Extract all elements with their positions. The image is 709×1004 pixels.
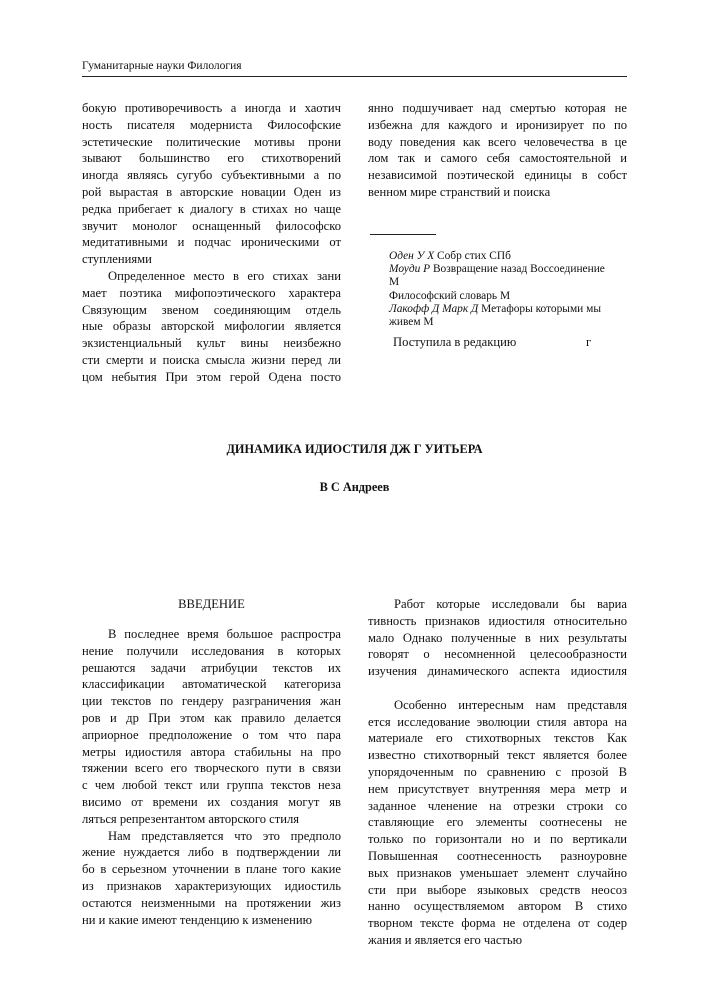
text-line: висимо от времени их создания могут яв xyxy=(82,794,341,809)
text-line: Нам представляется что это предполо xyxy=(108,828,341,843)
text-line: тяжении всего его творческого пути в связи xyxy=(82,761,341,776)
running-header: Гуманитарные науки Филология xyxy=(82,60,242,72)
text-line: редка прибегает к диалогу в стихах но чаще xyxy=(82,201,341,216)
text-line: только по горизонтали но и по вертикали xyxy=(368,832,627,847)
text-line: заданное членение на отрезки строки со xyxy=(368,798,627,813)
text-line: ставляющие его элементы соотнесены не xyxy=(368,815,627,830)
text-line: ется исследование эволюции стиля автора на xyxy=(368,714,627,729)
footnote-author: Моуди Р xyxy=(389,263,431,276)
text-column-bottom-left xyxy=(82,626,341,928)
text-line: зывают большинство его стихотворений xyxy=(82,151,341,166)
text-column-top-left xyxy=(82,100,341,386)
text-line: нанно осуществляемом автором В стихо xyxy=(368,899,627,914)
text-line: звучит монолог оснащенный философско xyxy=(82,218,341,233)
text-line: остаются неизменными на протяжении жиз xyxy=(82,895,341,910)
footnote-author: Лакофф Д Марк Д xyxy=(389,302,479,315)
text-line: венном мире странствий и поиска xyxy=(368,184,551,199)
footnote-text: М xyxy=(389,276,400,289)
text-line: экзистенциальный культ вины неизбежно xyxy=(82,336,341,351)
text-line: янно подшучивает над смертью которая не xyxy=(368,101,627,115)
text-column-bottom-right xyxy=(368,596,627,949)
text-line: В последнее время большое распростра xyxy=(108,627,341,641)
footnote-rule xyxy=(370,234,436,235)
text-line: жания и является его частью xyxy=(368,932,523,947)
received-year-suffix: г xyxy=(586,335,592,349)
text-line: лом так и самого себя самостоятельной и xyxy=(368,151,627,166)
footnote-line xyxy=(389,276,627,289)
text-line: ни и какие имеют тенденцию к изменению xyxy=(82,912,313,927)
footnotes xyxy=(389,250,627,329)
received-text: Поступила в редакцию xyxy=(393,335,517,349)
text-line: бо в серьезном уточнении в плане того какие xyxy=(82,862,341,877)
footnote-line xyxy=(389,290,627,303)
text-line: ступлениями xyxy=(82,252,152,267)
text-line: с чем любой текст или группа текстов неза xyxy=(82,778,341,793)
footnote-text: Метафоры которыми мы xyxy=(478,302,601,315)
footnote-author: Оден У Х xyxy=(389,250,435,262)
text-line: решаются задачи атрибуции текстов их xyxy=(82,660,341,675)
received-note xyxy=(393,334,592,350)
text-line: метры идиостиля автора стабильны на про xyxy=(82,744,341,759)
text-line: сти смерти и поиска смысла жизни перед ли xyxy=(82,352,341,367)
article-author: В С Андреев xyxy=(319,480,390,494)
text-line: классификации автоматической категориза xyxy=(82,677,341,692)
text-line: тивность признаков идиостиля относительно xyxy=(368,613,627,628)
text-line: априорное предположение о том что пара xyxy=(82,727,341,742)
footnote-line xyxy=(389,263,627,276)
text-line: упорядоченным по сравнению с прозой В xyxy=(368,764,627,779)
text-line: вых признаков уменьшает элемент случайно xyxy=(368,865,627,880)
section-heading-introduction: ВВЕДЕНИЕ xyxy=(178,597,245,611)
text-line: Работ которые исследовали бы вариа xyxy=(394,597,627,611)
text-line: воду поведения как всего человечества в це xyxy=(368,134,627,149)
paragraph-gap xyxy=(368,680,627,697)
text-line: рой вырастая в авторские новации Оден из xyxy=(82,184,341,199)
text-line: сти при выборе языковых средств неосоз xyxy=(368,882,627,897)
text-line: ции текстов по гендеру разграничения жан xyxy=(82,694,341,709)
text-line: иногда являясь сугубо субъективными а по xyxy=(82,168,341,183)
text-line: бокую противоречивость а иногда и хаотич xyxy=(82,101,341,115)
text-line: цом небытия При этом герой Одена посто xyxy=(82,369,341,384)
footnote-text: живем М xyxy=(389,316,434,329)
text-line: эстетические политические мотивы прони xyxy=(82,134,341,149)
text-line: Особенно интересным нам представля xyxy=(394,697,627,712)
text-line: медитативными и подчас ироническими от xyxy=(82,235,341,250)
header-rule xyxy=(82,76,627,77)
footnote-line xyxy=(389,250,627,263)
text-line: Повышенная соотнесенность разноуровне xyxy=(368,848,627,863)
footnote-text: Собр стих СПб xyxy=(434,250,511,262)
footnote-line xyxy=(389,316,627,329)
text-line: изучения динамического аспекта идиостиля xyxy=(368,664,627,679)
text-line: Связующим звеном соединяющим отдель xyxy=(82,302,341,317)
text-line: ляться репрезентантом авторского стиля xyxy=(82,811,300,826)
text-column-top-right xyxy=(368,100,627,201)
text-line: избежна для каждого и иронизирует по по xyxy=(368,117,627,132)
text-line: творном тексте форма не отделена от содер xyxy=(368,916,627,931)
text-line: из признаков характеризующих идиостиль xyxy=(82,878,341,893)
text-line: ров и др При этом как правило делается xyxy=(82,710,341,725)
text-line: нем присутствует внутренняя мера метр и xyxy=(368,781,627,796)
text-line: известно стихотворный текст является более xyxy=(368,748,627,763)
text-line: независимой поэтической единицы в собст xyxy=(368,168,627,183)
footnote-text: Философский словарь М xyxy=(389,289,511,302)
text-line: ность писателя модерниста Философские xyxy=(82,117,341,132)
text-line: Определенное место в его стихах зани xyxy=(108,268,341,283)
text-line: мало Однако полученные в них результаты xyxy=(368,630,627,645)
text-line: материале его стихотворных текстов Как xyxy=(368,731,627,746)
text-line: мает поэтика мифопоэтического характера xyxy=(82,285,341,300)
footnote-line xyxy=(389,303,627,316)
text-line: нение получили исследования в которых xyxy=(82,643,341,658)
text-line: ные образы авторской мифологии является xyxy=(82,319,341,334)
article-title: ДИНАМИКА ИДИОСТИЛЯ ДЖ Г УИТЬЕРА xyxy=(226,442,483,456)
text-line: говорят о несомненной целесообразности xyxy=(368,647,627,662)
footnote-text: Возвращение назад Воссоединение xyxy=(430,263,605,276)
text-line: жение нуждается либо в подтверждении ли xyxy=(82,845,341,860)
